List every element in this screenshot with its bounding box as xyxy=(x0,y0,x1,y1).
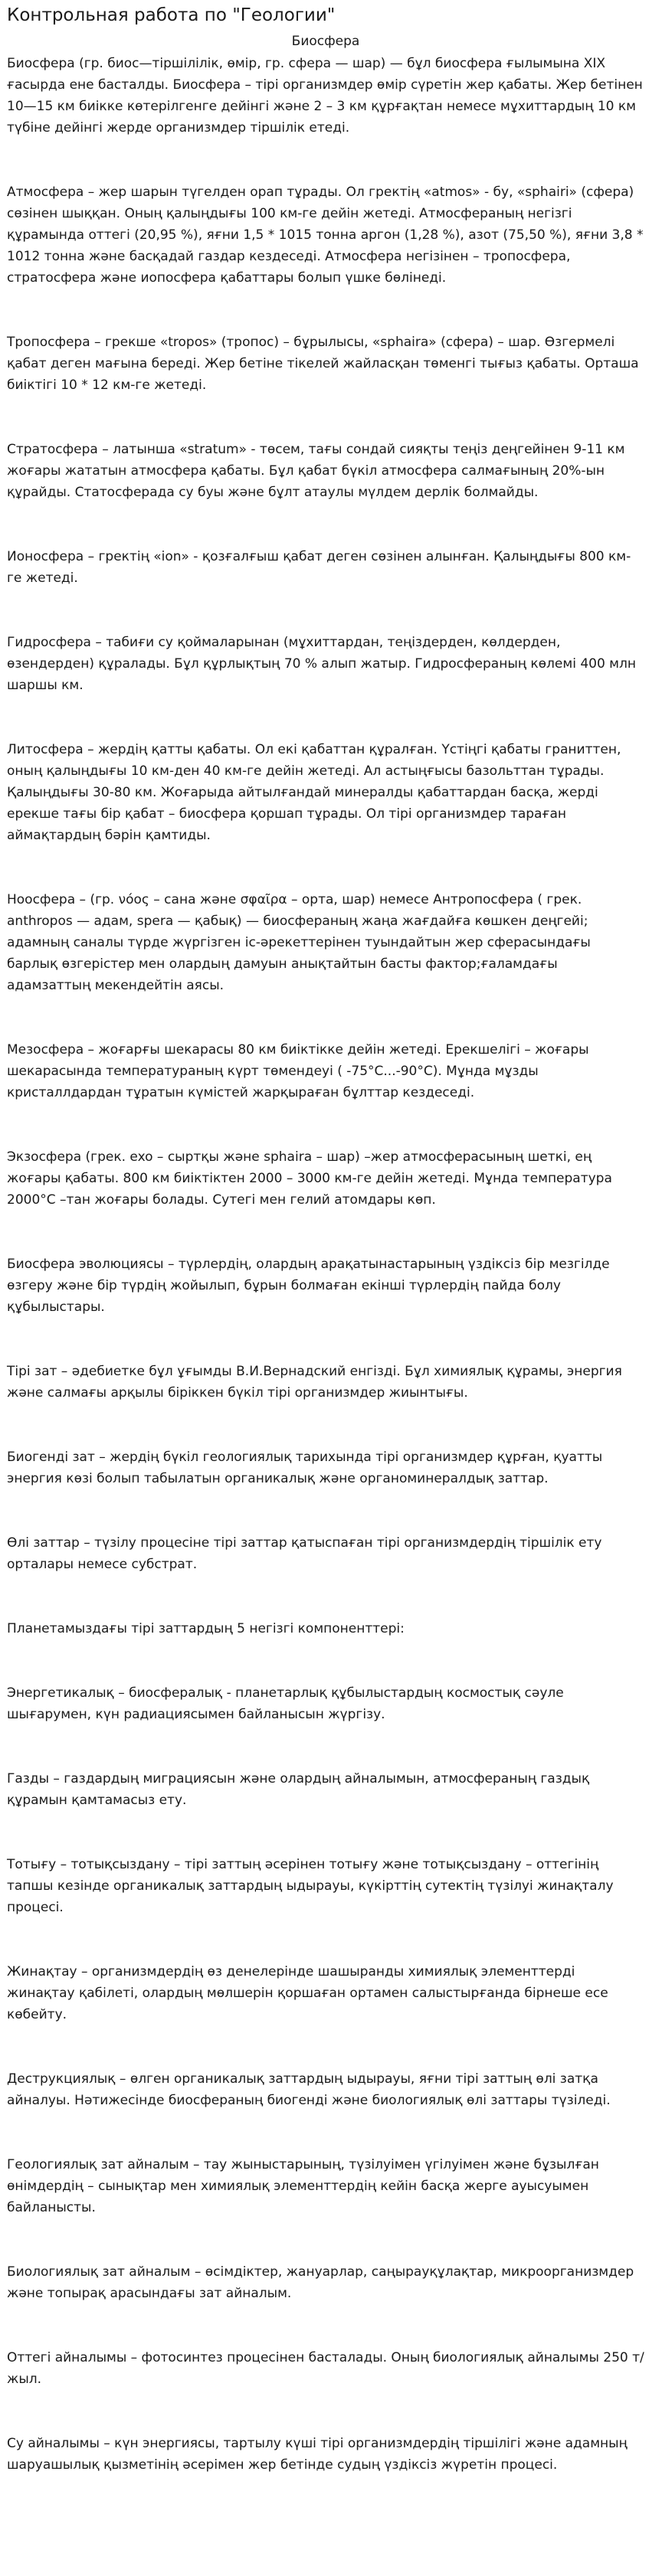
paragraph: Ионосфера – гректің «ion» - қозғалғыш қабат деген сөзінен алынған. Қалыңдығы 800 км-ге жетеді. xyxy=(7,549,631,586)
paragraph: Тотығу – тотықсыздану – тірі заттың әсерінен тотығу және тотықсыздану – оттегінің тапшы кезінде органикалық заттардың ыдырауы, күкірттің сутектің түзілуі жинақталу процесі. xyxy=(7,1857,614,1915)
paragraph: Экзосфера (грек. exo – сыртқы және sphaira – шар) –жер атмосферасының шеткі, ең жоғары қабаты. 800 км биіктіктен 2000 – 3000 км-ге дейін жетеді. Мұнда температура 2000°С –тан жоғары болады. Сутегі мен гелий атомдары көп. xyxy=(7,1149,612,1208)
paragraph: Биосфера (гр. биос—тіршілілік, өмір, гр. сфера — шар) — бұл биосфера ғылымына XIX ғасырда ене басталды. Биосфера – тірі организмдер өмір сүретін жер қабаты. Жер бетінен 10—15 км биікке көтерілгенге дейінгі және 2 – 3 км құрғақтан немесе мұхиттардың 10 км түбіне дейінгі жерде организмдер тіршілік етеді. xyxy=(7,56,643,136)
paragraph: Су айналымы – күн энергиясы, тартылу күші тірі организмдердің тіршілігі және адамның шаруашылық қызметінің әсерімен жер бетінде судың үздіксіз жүретін процесі. xyxy=(7,2436,628,2473)
paragraph: Газды – газдардың миграциясын және олардың айналымын, атмосфераның газдық құрамын қамтамасыз ету. xyxy=(7,1771,590,1808)
paragraph: Планетамыздағы тірі заттардың 5 негізгі компоненттері: xyxy=(7,1621,405,1636)
document-subtitle: Биосфера xyxy=(291,34,360,49)
paragraph: Геологиялық зат айналым – тау жыныстарының, түзілуімен үгілуімен және бұзылған өнімдердің – сынықтар мен химиялық элементтердің кейін басқа жерге ауысуымен байланысты. xyxy=(7,2157,599,2215)
paragraph: Мезосфера – жоғарғы шекарасы 80 км биіктікке дейін жетеді. Ерекшелігі – жоғары шекарасында температураның күрт төмендеуі ( -75°С...-90°С). Мұнда мұзды кристаллдардан тұратын күмістей жарқыраған бұлттар кездеседі. xyxy=(7,1042,589,1100)
paragraph: Тропосфера – грекше «tropos» (тропос) – бұрылысы, «sphaira» (сфера) – шар. Өзгермелі қабат деген мағына береді. Жер бетіне тікелей жайласқан төменгі тығыз қабаты. Орташа биіктігі 10 * 12 км-ге жетеді. xyxy=(7,335,639,393)
paragraph: Биогенді зат – жердің бүкіл геологиялық тарихында тірі организмдер құрған, қуатты энергия көзі болып табылатын органикалық және органоминералдық заттар. xyxy=(7,1450,603,1486)
paragraph: Жинақтау – организмдердің өз денелерінде шашыранды химиялық элементтерді жинақтау қабілеті, олардың мөлшерін қоршаған ортамен салыстырғанда бірнеше есе көбейту. xyxy=(7,1964,608,2022)
document-body xyxy=(7,53,644,2476)
paragraph: Биологиялық зат айналым – өсімдіктер, жануарлар, саңырауқұлақтар, микроорганизмдер және топырақ арасындағы зат айналым. xyxy=(7,2264,634,2301)
paragraph: Гидросфера – табиғи су қоймаларынан (мұхиттардан, теңіздерден, көлдерден, өзендерден) құралады. Бұл құрлықтың 70 % алып жатыр. Гидросфераның көлемі 400 млн шаршы км. xyxy=(7,635,636,693)
paragraph: Тірі зат – әдебиетке бұл ұғымды В.И.Вернадский енгізді. Бұл химиялық құрамы, энергия және салмағы арқылы біріккен бүкіл тірі организмдер жиынтығы. xyxy=(7,1364,622,1401)
paragraph: Стратосфера – латынша «stratum» - төсем, тағы сондай сияқты теңіз деңгейінен 9-11 км жоғары жататын атмосфера қабаты. Бұл қабат бүкіл атмосфера салмағының 20%-ын құрайды. Статосферада су буы және бұлт атаулы мүлдем дерлік болмайды. xyxy=(7,442,625,500)
paragraph: Өлі заттар – түзілу процесіне тірі заттар қатыспаған тірі организмдердің тіршілік ету орталары немесе субстрат. xyxy=(7,1535,602,1572)
paragraph: Атмосфера – жер шарын түгелден орап тұрады. Ол гректің «atmos» - бу, «sphairi» (сфера) сөзінен шыққан. Оның қалыңдығы 100 км-ге дейін жетеді. Атмосфераның негізгі құрамында оттегі (20,95 %), яғни 1,5 * 1015 тонна аргон (1,28 %), азот (75,50 %), яғни 3,8 * 1012 тонна және басқадай газдар кездеседі. Атмосфера негізінен – тропосфера, стратосфера және иопосфера қабаттары болып үшке бөлінеді. xyxy=(7,185,644,286)
paragraph: Литосфера – жердің қатты қабаты. Ол екі қабаттан құралған. Үстіңгі қабаты граниттен, оның қалыңдығы 10 км-ден 40 км-ге дейін жетеді. Ал астыңғысы базольттан тұрады. Қалыңдығы 30-80 км. Жоғарыда айтылғандай минералды қабаттардан басқа, жерді ерекше тағы бір қабат – биосфера қоршап тұрады. Ол тірі организмдер тараған аймақтардың бәрін қамтиды. xyxy=(7,742,621,843)
document-title: Контрольная работа по "Геологии" xyxy=(7,5,336,25)
paragraph: Деструкциялық – өлген органикалық заттардың ыдырауы, яғни тірі заттың өлі затқа айналуы. Нәтижесінде биосфераның биогенді және биологиялық өлі заттары түзіледі. xyxy=(7,2071,611,2108)
paragraph: Биосфера эволюциясы – түрлердің, олардың арақатынастарының үздіксіз бір мезгілде өзгеру және бір түрдің жойылып, бұрын болмаған екінші түрлердің пайда болу құбылыстары. xyxy=(7,1257,610,1315)
paragraph: Ноосфера – (гр. νόος – сана және σφαῖρα – орта, шар) немесе Антропосфера ( грек. anthropos — адам, spera — қабық) — биосфераның жаңа жағдайға көшкен деңгейі; адамның саналы түрде жүргізген іс-әрекеттерінен туындайтын жер сферасындағы барлық өзгерістер мен олардың дамуын анықтайтын басты фактор;ғаламдағы адамзаттың мекендейтін аясы. xyxy=(7,892,591,993)
paragraph: Энергетикалық – биосфералық - планетарлық құбылыстардың космостық сәуле шығарумен, күн радиациясымен байланысын жүргізу. xyxy=(7,1685,564,1722)
paragraph: Оттегі айналымы – фотосинтез процесінен басталады. Оның биологиялық айналымы 250 т/жыл. xyxy=(7,2350,644,2387)
